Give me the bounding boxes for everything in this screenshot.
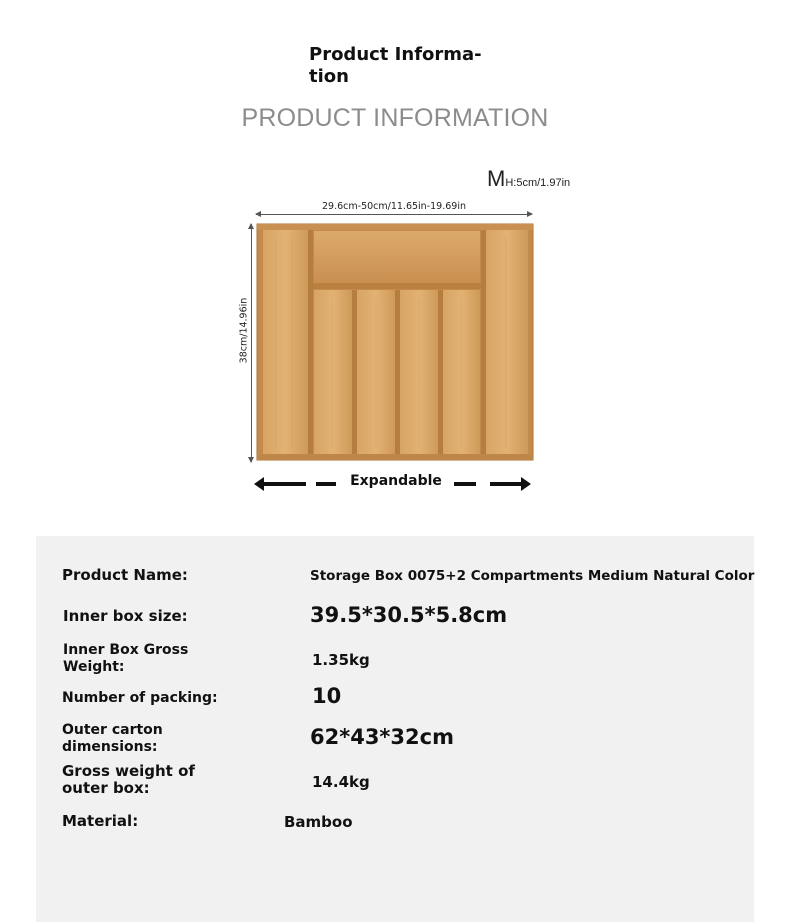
- size-label: [487, 166, 570, 192]
- expandable-label: Expandable: [350, 473, 442, 489]
- section-heading: PRODUCT INFORMATION: [241, 104, 549, 132]
- spec-value-number-of-packing: 10: [312, 684, 342, 708]
- expandable-indicator: [258, 472, 534, 496]
- spec-label-gross-weight-outer-box: Gross weight of outer box:: [62, 762, 195, 797]
- spec-value-material: Bamboo: [284, 813, 353, 831]
- spec-value-product-name: Storage Box 0075+2 Compartments Medium Natural Color: [310, 568, 755, 584]
- spec-value-inner-box-size: 39.5*30.5*5.8cm: [310, 603, 508, 627]
- spec-label-number-of-packing: Number of packing:: [62, 690, 218, 706]
- page-title: Product Informa-tion: [309, 44, 482, 87]
- size-code: M: [487, 166, 506, 191]
- spec-label-inner-box-size: Inner box size:: [63, 607, 188, 625]
- length-dimension-arrow: [251, 224, 252, 462]
- tray-right-compartment: [486, 230, 528, 454]
- length-dimension-label: 38cm/14.96in: [238, 297, 250, 364]
- width-dimension-arrow: [256, 214, 532, 215]
- spec-label-outer-carton-dimensions: Outer carton dimensions:: [62, 722, 163, 755]
- bamboo-tray-illustration: [256, 218, 536, 463]
- spec-value-outer-carton-dimensions: 62*43*32cm: [310, 725, 454, 749]
- tray-slot: [314, 290, 352, 454]
- spec-label-material: Material:: [62, 812, 139, 830]
- spec-value-gross-weight-outer-box: 14.4kg: [312, 773, 370, 791]
- spec-label-inner-box-gross-weight: Inner Box Gross Weight:: [63, 642, 189, 675]
- tray-top-compartment: [314, 231, 480, 283]
- spec-label-product-name: Product Name:: [62, 566, 188, 584]
- tray-left-compartment: [263, 230, 308, 454]
- spec-value-inner-box-gross-weight: 1.35kg: [312, 651, 370, 669]
- height-label: H:5cm/1.97in: [505, 177, 571, 189]
- width-dimension-label: 29.6cm-50cm/11.65in-19.69in: [322, 201, 466, 212]
- tray-slot: [443, 290, 480, 454]
